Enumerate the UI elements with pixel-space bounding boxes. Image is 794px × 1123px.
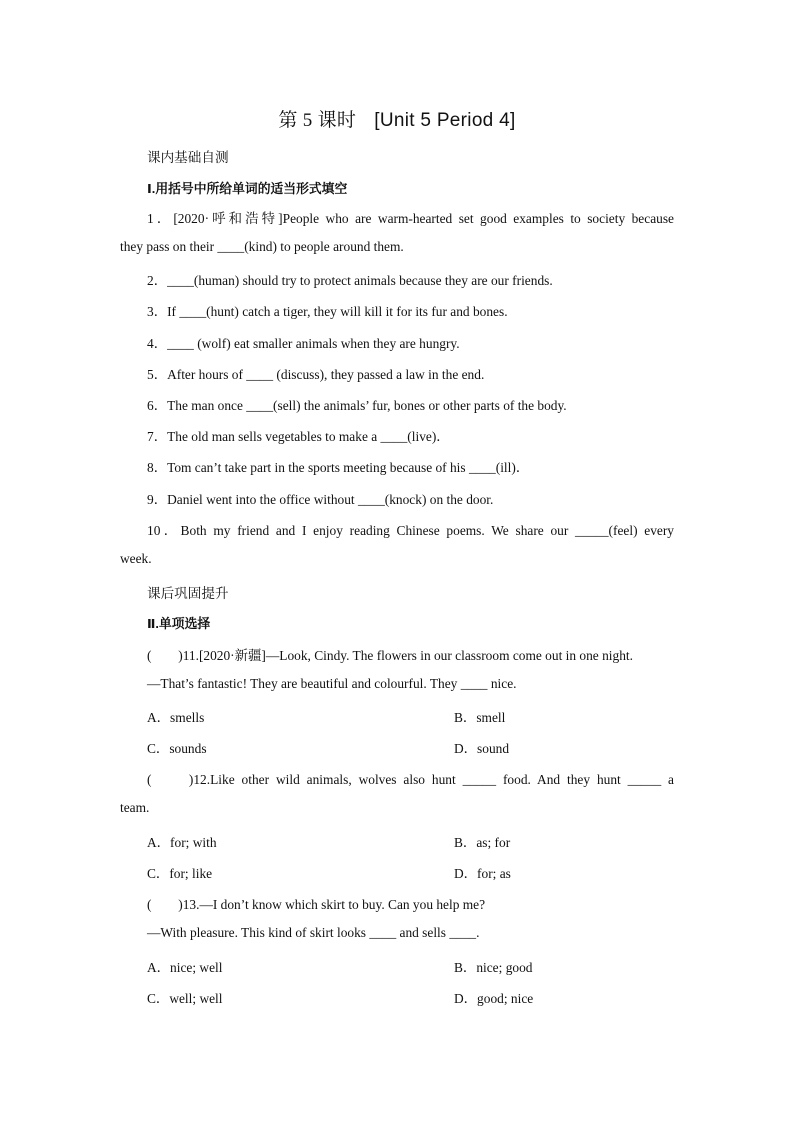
title-unit: [Unit 5 Period 4] (374, 110, 516, 131)
question-11-option-b: B．smell (454, 710, 506, 725)
question-13-option-b: B．nice; good (454, 960, 533, 975)
section-instruction-multiple-choice: Ⅱ.单项选择 (147, 616, 211, 631)
question-13-option-c: C．well; well (147, 991, 223, 1006)
question-12-option-c: C．for; like (147, 866, 213, 881)
question-13-line-1: ( )13.—I don’t know which skirt to buy. Can you help me? (147, 897, 486, 912)
question-11-line-2: —That’s fantastic! They are beautiful and colourful. They ____ nice. (147, 676, 517, 691)
title-lesson: 第 5 课时 (278, 110, 357, 131)
question-8: 8．Tom can’t take part in the sports meeting because of his ____(ill)． (147, 460, 530, 475)
question-10-line-2: week. (120, 551, 152, 566)
question-2: 2．____(human) should try to protect animals because they are our friends. (147, 273, 553, 288)
question-1-line-1: 1．[2020·呼和浩特]People who are warm-hearted set good examples to society because (147, 211, 674, 226)
question-12-option-a: A．for; with (147, 835, 217, 850)
question-12-option-b: B．as; for (454, 835, 511, 850)
question-12-line-1: ( )12.Like other wild animals, wolves also hunt _____ food. And they hunt _____ a (147, 772, 674, 787)
question-10-line-1: 10．Both my friend and I enjoy reading Chinese poems. We share our _____(feel) every (147, 523, 674, 538)
question-12-option-d: D．for; as (454, 866, 511, 881)
question-3: 3．If ____(hunt) catch a tiger, they will kill it for its fur and bones. (147, 304, 508, 319)
question-11-option-d: D．sound (454, 741, 510, 756)
question-9: 9．Daniel went into the office without ____(knock) on the door. (147, 492, 494, 507)
section-heading-in-class: 课内基础自测 (147, 150, 229, 165)
section-instruction-fill-blanks: Ⅰ.用括号中所给单词的适当形式填空 (147, 181, 348, 196)
page-title (0, 105, 794, 132)
question-7: 7．The old man sells vegetables to make a ____(live)． (147, 429, 450, 444)
question-13-option-d: D．good; nice (454, 991, 534, 1006)
question-5: 5．After hours of ____ (discuss), they passed a law in the end. (147, 367, 485, 382)
question-11-line-1: ( )11.[2020·新疆]—Look, Cindy. The flowers in our classroom come out in one night. (147, 648, 633, 663)
question-4: 4．____ (wolf) eat smaller animals when they are hungry. (147, 336, 460, 351)
section-heading-after-class: 课后巩固提升 (147, 586, 229, 601)
question-11-option-a: A．smells (147, 710, 205, 725)
question-13-line-2: —With pleasure. This kind of skirt looks ____ and sells ____. (147, 925, 480, 940)
question-6: 6．The man once ____(sell) the animals’ fur, bones or other parts of the body. (147, 398, 567, 413)
question-1-line-2: they pass on their ____(kind) to people around them. (120, 239, 404, 254)
question-11-option-c: C．sounds (147, 741, 207, 756)
question-13-option-a: A．nice; well (147, 960, 223, 975)
question-12-line-2: team. (120, 800, 150, 815)
